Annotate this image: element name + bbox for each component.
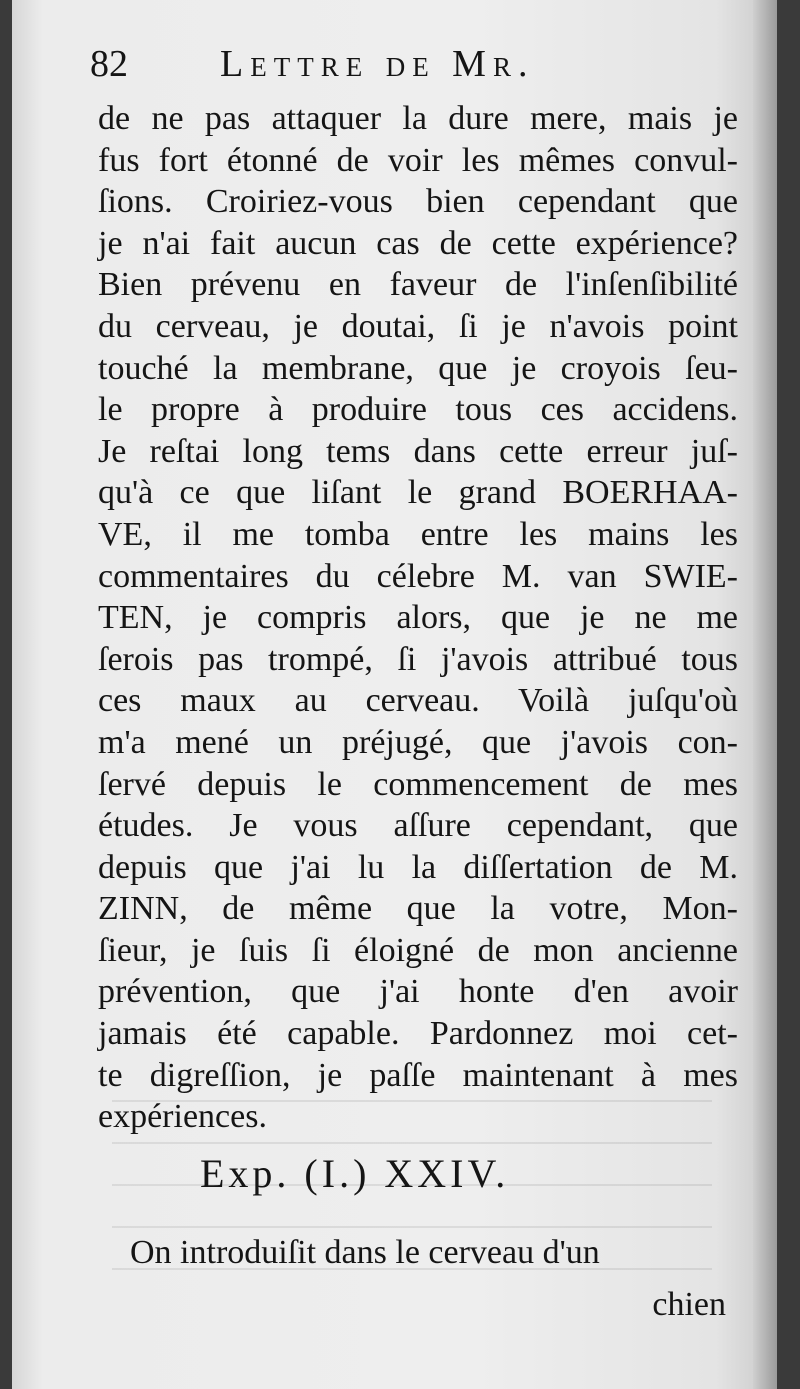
text-line: ces maux au cerveau. Voilà juſqu'où [98,682,738,720]
text-line: touché la membrane, que je croyois ſeu- [98,349,738,387]
experiment-heading: Exp. (I.) XXIV. [200,1151,510,1196]
text-line: Je reſtai long tems dans cette erreur juſ- [98,432,738,470]
text-line: ſieur, je ſuis ſi éloigné de mon ancienne [98,931,738,969]
body-text [98,98,738,1138]
text-line: ſions. Croiriez-vous bien cependant que [98,183,738,221]
page-number: 82 [90,43,128,85]
text-line: je n'ai fait aucun cas de cette expérience? [98,224,738,262]
catchword: chien [652,1286,726,1323]
text-line: depuis que j'ai lu la diſſertation de M. [98,848,738,886]
text-line: VE, il me tomba entre les mains les [98,515,738,553]
text-line: du cerveau, je doutai, ſi je n'avois point [98,307,738,345]
text-line: fus fort étonné de voir les mêmes convul- [98,141,738,179]
text-line: qu'à ce que liſant le grand BOERHAA- [98,474,738,512]
text-line: m'a mené un préjugé, que j'avois con- [98,723,738,761]
experiment-first-line: On introduiſit dans le cerveau d'un [130,1234,600,1271]
text-line: jamais été capable. Pardonnez moi cet- [98,1015,738,1053]
text-line: TEN, je compris alors, que je ne me [98,599,738,637]
text-line: commentaires du célebre M. van SWIE- [98,557,738,595]
text-line: prévention, que j'ai honte d'en avoir [98,973,738,1011]
text-line: ſerois pas trompé, ſi j'avois attribué tous [98,640,738,678]
page-header [90,42,730,92]
text-line: études. Je vous aſſure cependant, que [98,807,738,845]
running-head: Lettre de Mr. [220,43,535,85]
text-line: Bien prévenu en faveur de l'inſenſibilité [98,266,738,304]
page-gutter [753,0,777,1389]
text-line: le propre à produire tous ces accidens. [98,391,738,429]
text-line: ſervé depuis le commencement de mes [98,765,738,803]
text-line: ZINN, de même que la votre, Mon- [98,890,738,928]
text-line: de ne pas attaquer la dure mere, mais je [98,100,738,137]
text-line: te digreſſion, je paſſe maintenant à mes [98,1056,738,1094]
text-line: expériences. [98,1098,267,1136]
book-page [12,0,777,1389]
